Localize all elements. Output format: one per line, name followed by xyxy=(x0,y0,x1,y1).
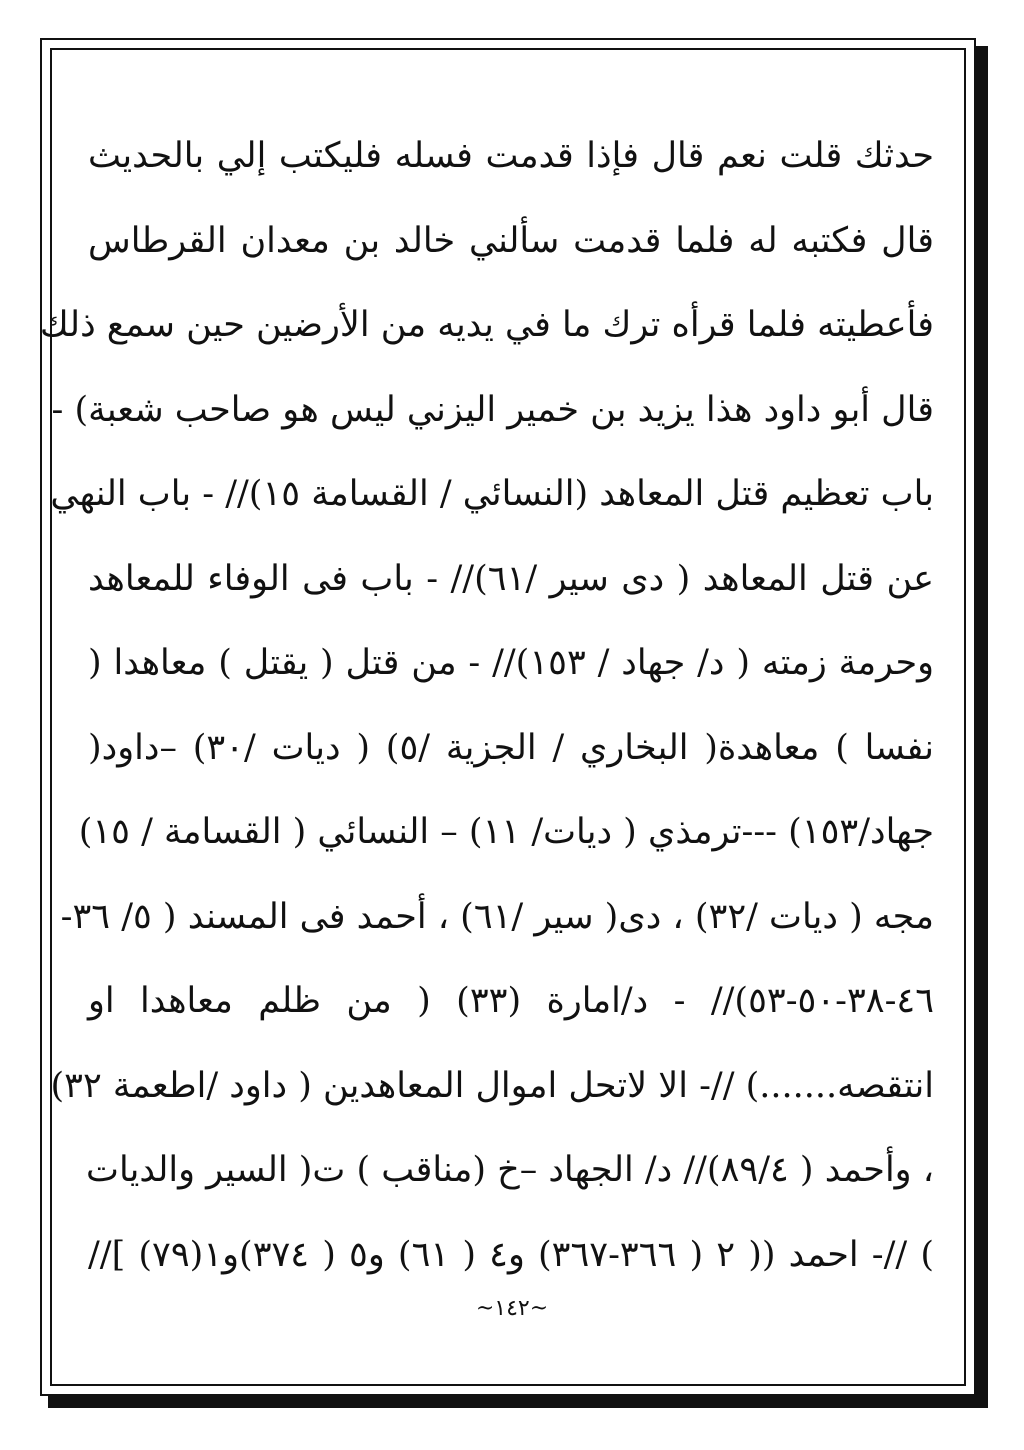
text-line-10: مجه ( ديات /٣٢) ، دى( سير /٦١) ، أحمد فى المسند ( ٥/ ٣٦- xyxy=(60,896,934,937)
text-line-6: عن قتل المعاهد ( دى سير /٦١)// - باب فى الوفاء للمعاهد xyxy=(88,558,934,599)
text-line-3: فأعطيته فلما قرأه ترك ما في يديه من الأرضين حين سمع ذلك xyxy=(39,305,934,345)
text-line-12: انتقصه.......) //- الا لاتحل اموال المعاهدين ( داود /اطعمة ٣٢) xyxy=(50,1065,934,1106)
text-line-1: حدثك قلت نعم قال فإذا قدمت فسله فليكتب إلي بالحديث xyxy=(88,136,934,176)
text-line-14: ) //- احمد (( ٢ ( ٣٦٦-٣٦٧) و٤ ( ٦١) و٥ ( ٣٧٤)و١(٧٩) ]// xyxy=(88,1234,935,1275)
text-line-13: ، وأحمد ( ٨٩/٤)// د/ الجهاد –خ (مناقب ) ت( السير والديات xyxy=(86,1150,934,1190)
text-line-8: نفسا ) معاهدة( البخاري / الجزية /٥) ( ديات /٣٠) –داود( xyxy=(88,727,934,768)
page-number: ~١٤٢~ xyxy=(475,1296,549,1321)
text-line-5: باب تعظيم قتل المعاهد (النسائي / القسامة ١٥)// - باب النهي xyxy=(50,474,934,514)
text-line-11: ٤٦-٣٨-٥٠-٥٣)// - د/امارة (٣٣) ( من ظلم معاهدا او xyxy=(88,981,934,1021)
text-line-2: قال فكتبه له فلما قدمت سألني خالد بن معدان القرطاس xyxy=(88,220,934,261)
body-text xyxy=(39,124,935,1307)
text-line-4: قال أبو داود هذا يزيد بن خمير اليزني ليس هو صاحب شعبة) - xyxy=(51,389,934,430)
text-line-9: جهاد/١٥٣) ---ترمذي ( ديات/ ١١) – النسائي ( القسامة / ١٥) xyxy=(78,812,934,852)
text-line-7: وحرمة زمته ( د/ جهاد / ١٥٣)// - من قتل ( يقتل ) معاهدا ( xyxy=(88,643,934,683)
